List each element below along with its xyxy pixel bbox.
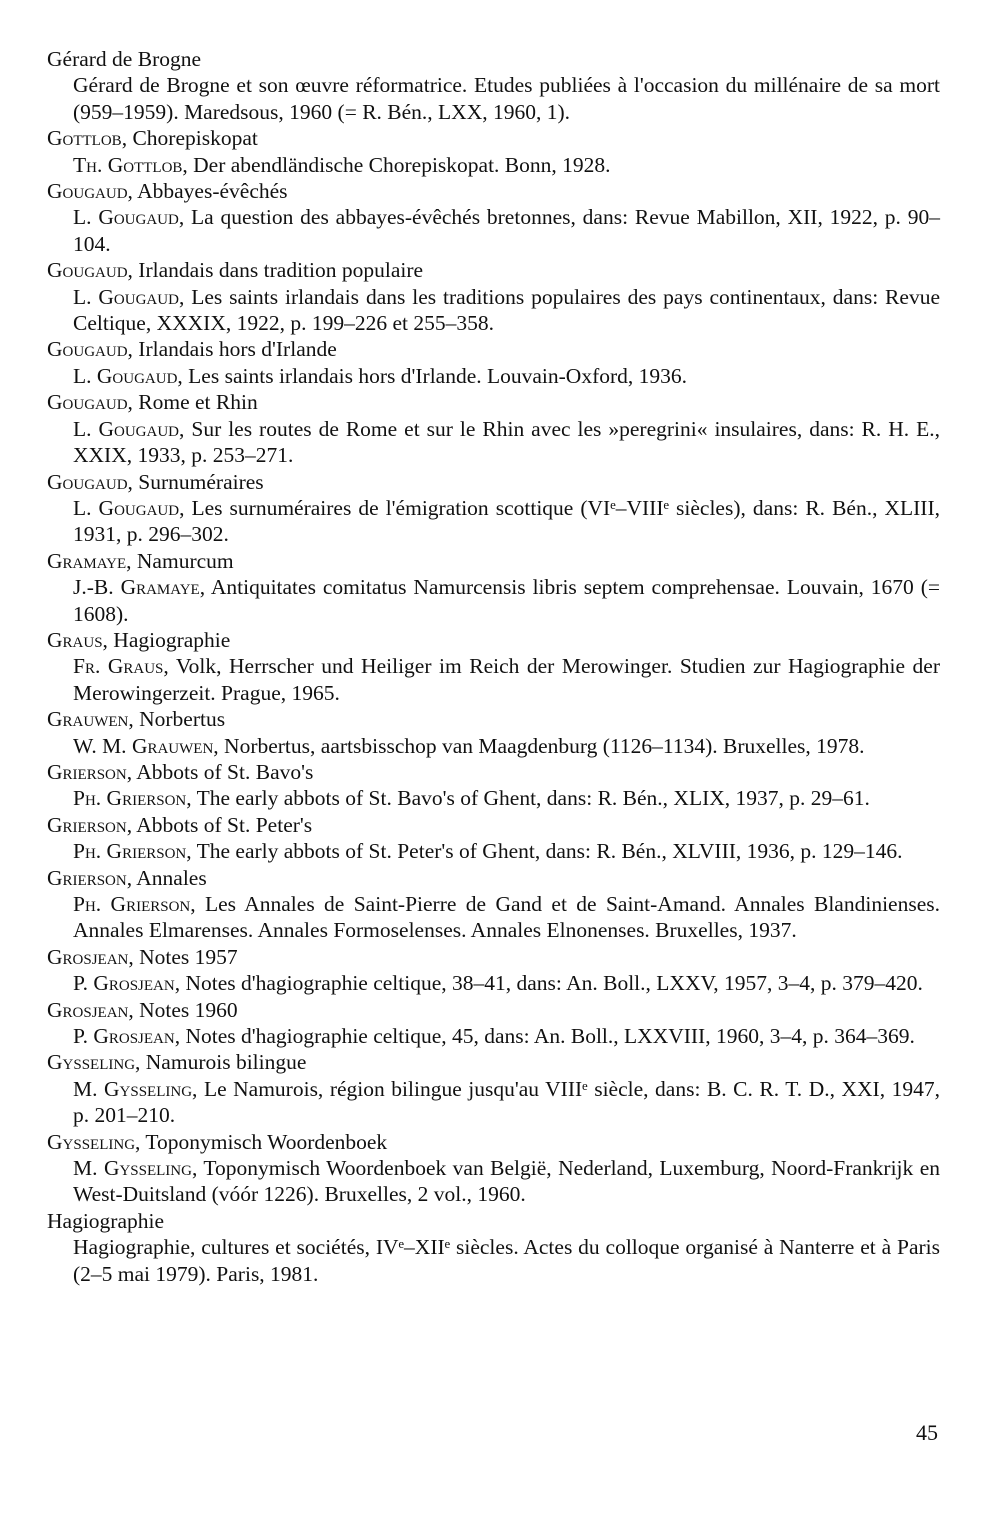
bibliography-entry: [47, 1129, 940, 1208]
entry-short-label: , Norbertus: [128, 707, 226, 732]
entry-short-title: [47, 178, 940, 204]
citation-author-name: Gottlob: [107, 152, 183, 177]
entry-short-label: Hagiographie: [47, 1208, 165, 1233]
citation-author-initial: L.: [73, 205, 99, 230]
bibliography-entry: [47, 336, 940, 389]
entry-author-smallcaps: Gysseling: [47, 1129, 136, 1154]
entry-full-citation: [47, 970, 940, 996]
entry-author-smallcaps: Grierson: [47, 759, 127, 784]
entry-short-label: , Hagiographie: [102, 627, 231, 652]
citation-author-initial: L.: [73, 495, 99, 520]
bibliography-entry: [47, 865, 940, 944]
bibliography-entry: [47, 1208, 940, 1287]
entry-author-smallcaps: Gysseling: [47, 1050, 136, 1075]
citation-text: , The early abbots of St. Peter's of Ghent, dans: R. Bén., XLVIII, 1936, p. 129–146.: [186, 839, 903, 864]
entry-short-label: , Surnuméraires: [127, 469, 264, 494]
entry-full-citation: [47, 284, 940, 337]
entry-full-citation: [47, 574, 940, 627]
citation-author-name: Gougaud: [98, 416, 180, 441]
bibliography-entry: [47, 627, 940, 706]
citation-author-name: Gramaye: [120, 575, 200, 600]
citation-text: , Volk, Herrscher und Heiliger im Reich der Merowinger. Studien zur Hagiographie der Merowingerzeit. Prague, 1965.: [73, 654, 940, 705]
citation-author-name: Grauwen: [131, 733, 214, 758]
citation-author-initial: L.: [73, 284, 99, 309]
entry-author-smallcaps: Graus: [47, 627, 103, 652]
bibliography-entry: [47, 944, 940, 997]
bibliography-entry: [47, 469, 940, 548]
entry-author-smallcaps: Grosjean: [47, 997, 129, 1022]
entry-short-title: [47, 257, 940, 283]
entry-short-label: , Abbots of St. Peter's: [126, 812, 313, 837]
entry-short-label: , Namurois bilingue: [135, 1050, 307, 1075]
citation-author-initial: L.: [73, 416, 99, 441]
citation-author-initial: Ph.: [73, 786, 107, 811]
entry-full-citation: [47, 653, 940, 706]
citation-author-initial: P.: [73, 971, 94, 996]
entry-short-label: , Notes 1960: [128, 997, 238, 1022]
entry-short-title: [47, 46, 940, 72]
entry-author-smallcaps: Gottlob: [47, 126, 122, 151]
entry-full-citation: [47, 1155, 940, 1208]
entry-short-label: , Irlandais dans tradition populaire: [127, 258, 424, 283]
entry-full-citation: [47, 416, 940, 469]
entry-short-label: , Toponymisch Woordenboek: [135, 1129, 388, 1154]
citation-text: , The early abbots of St. Bavo's of Ghent, dans: R. Bén., XLIX, 1937, p. 29–61.: [186, 786, 870, 811]
citation-text: , Antiquitates comitatus Namurcensis libris septem comprehensae. Louvain, 1670 (= 1608).: [73, 575, 940, 626]
citation-author-name: Grosjean: [93, 971, 175, 996]
citation-author-name: Gysseling: [104, 1076, 193, 1101]
citation-author-initial: M.: [73, 1156, 104, 1181]
citation-author-initial: M.: [73, 1076, 105, 1101]
citation-author-name: Grierson: [106, 839, 187, 864]
citation-text: , Le Namurois, région bilingue jusqu'au VIIIᵉ siècle, dans: B. C. R. T. D., XXI, 1947, p. 201–210.: [73, 1076, 940, 1128]
entry-author-smallcaps: Gramaye: [47, 548, 127, 573]
citation-author-initial: P.: [73, 1024, 94, 1049]
entry-full-citation: [47, 733, 940, 759]
entry-full-citation: [47, 1023, 940, 1049]
bibliography-entry: [47, 706, 940, 759]
citation-author-initial: Th.: [73, 152, 108, 177]
entry-short-title: [47, 706, 940, 732]
bibliography-entry: [47, 389, 940, 468]
entry-short-title: [47, 469, 940, 495]
bibliography-list: [47, 46, 940, 1287]
page-number: 45: [916, 1420, 938, 1445]
entry-short-title: [47, 125, 940, 151]
bibliography-entry: [47, 759, 940, 812]
entry-author-smallcaps: Gougaud: [47, 469, 128, 494]
entry-short-title: [47, 997, 940, 1023]
bibliography-entry: [47, 548, 940, 627]
entry-author-smallcaps: Gougaud: [47, 258, 128, 283]
entry-short-title: [47, 336, 940, 362]
entry-full-citation: [47, 1076, 940, 1129]
citation-text: , Der abendländische Chorepiskopat. Bonn, 1928.: [182, 152, 611, 177]
citation-text: , Sur les routes de Rome et sur le Rhin avec les »peregrini« insulaires, dans: R. H. E., XXIX, 1933, p. 253–271.: [73, 416, 940, 468]
entry-full-citation: [47, 891, 940, 944]
citation-author-name: Graus: [107, 654, 164, 679]
entry-short-title: [47, 944, 940, 970]
entry-full-citation: [47, 204, 940, 257]
citation-author-name: Gougaud: [96, 363, 178, 388]
entry-short-title: [47, 759, 940, 785]
citation-author-name: Grierson: [110, 892, 191, 916]
citation-author-initial: Fr.: [73, 654, 108, 679]
bibliography-entry: [47, 178, 940, 257]
citation-author-name: Grierson: [106, 786, 187, 811]
citation-author-name: Gysseling: [103, 1156, 192, 1181]
entry-author-smallcaps: Gougaud: [47, 337, 128, 362]
entry-short-title: [47, 1208, 940, 1234]
entry-short-label: Gérard de Brogne: [47, 47, 202, 71]
bibliography-entry: [47, 997, 940, 1050]
entry-short-title: [47, 389, 940, 415]
entry-full-citation: [47, 785, 940, 811]
entry-short-title: [47, 865, 940, 891]
citation-author-initial: L.: [73, 363, 97, 388]
citation-author-name: Gougaud: [98, 495, 180, 520]
entry-author-smallcaps: Grosjean: [47, 944, 129, 969]
entry-full-citation: [47, 72, 940, 125]
bibliography-entry: [47, 812, 940, 865]
citation-text: Hagiographie, cultures et sociétés, IVᵉ–XIIᵉ siècles. Actes du colloque organisé à Nanterre et à Paris (2–5 mai 1979). Paris, 1981.: [73, 1235, 940, 1286]
bibliography-entry: [47, 257, 940, 336]
entry-author-smallcaps: Grierson: [47, 865, 127, 890]
entry-short-label: , Irlandais hors d'Irlande: [127, 337, 337, 362]
entry-short-title: [47, 548, 940, 574]
entry-short-title: [47, 627, 940, 653]
entry-author-smallcaps: Gougaud: [47, 390, 128, 415]
citation-text: , La question des abbayes-évêchés bretonnes, dans: Revue Mabillon, XII, 1922, p. 90–104.: [73, 205, 940, 256]
entry-author-smallcaps: Grauwen: [47, 707, 129, 732]
entry-full-citation: [47, 495, 940, 548]
entry-full-citation: [47, 152, 940, 178]
citation-text: , Les saints irlandais hors d'Irlande. Louvain-Oxford, 1936.: [177, 363, 688, 388]
citation-author-name: Gougaud: [98, 284, 179, 309]
citation-text: , Les surnuméraires de l'émigration scottique (VIᵉ–VIIIᵉ siècles), dans: R. Bén., XLIII, 1931, p. 296–302.: [73, 495, 940, 547]
citation-author-name: Gougaud: [98, 205, 179, 230]
entry-full-citation: [47, 838, 940, 864]
entry-short-title: [47, 812, 940, 838]
entry-short-label: , Notes 1957: [128, 944, 238, 969]
citation-text: , Les Annales de Saint-Pierre de Gand et de Saint-Amand. Annales Blandinienses. Annales Elmarenses. Annales Formoselenses. Annales Elnonenses. Bruxelles, 1937.: [73, 892, 940, 943]
citation-author-initial: Ph.: [73, 892, 111, 916]
citation-text: , Notes d'hagiographie celtique, 45, dans: An. Boll., LXXVIII, 1960, 3–4, p. 364–369.: [174, 1024, 915, 1049]
citation-text: , Norbertus, aartsbisschop van Maagdenburg (1126–1134). Bruxelles, 1978.: [213, 733, 865, 758]
entry-full-citation: [47, 363, 940, 389]
citation-author-initial: J.-B.: [73, 575, 121, 600]
entry-short-title: [47, 1129, 940, 1155]
entry-short-label: , Chorepiskopat: [121, 126, 258, 151]
entry-short-label: , Namurcum: [126, 548, 234, 573]
bibliography-entry: [47, 125, 940, 178]
entry-author-smallcaps: Gougaud: [47, 179, 128, 204]
bibliography-entry: [47, 1049, 940, 1128]
entry-short-label: , Abbots of St. Bavo's: [126, 759, 314, 784]
citation-text: , Toponymisch Woordenboek van België, Nederland, Luxemburg, Noord-Frankrijk en West-Duitsland (vóór 1226). Bruxelles, 2 vol., 1960.: [73, 1156, 940, 1207]
citation-author-initial: Ph.: [73, 839, 107, 864]
citation-text: , Notes d'hagiographie celtique, 38–41, dans: An. Boll., LXXV, 1957, 3–4, p. 379–420.: [174, 971, 923, 996]
citation-text: Gérard de Brogne et son œuvre réformatrice. Etudes publiées à l'occasion du millénaire de sa mort (959–1959). Maredsous, 1960 (= R. Bén., LXX, 1960, 1).: [73, 73, 940, 124]
entry-short-label: , Abbayes-évêchés: [127, 179, 288, 204]
entry-short-label: , Annales: [126, 865, 207, 890]
entry-short-title: [47, 1049, 940, 1075]
bibliography-entry: [47, 46, 940, 125]
citation-author-initial: W. M.: [73, 733, 132, 758]
entry-short-label: , Rome et Rhin: [127, 390, 258, 415]
citation-author-name: Grosjean: [93, 1024, 175, 1049]
entry-full-citation: [47, 1234, 940, 1287]
citation-text: , Les saints irlandais dans les traditions populaires des pays continentaux, dans: Revue Celtique, XXXIX, 1922, p. 199–226 et 255–358.: [73, 284, 940, 336]
entry-author-smallcaps: Grierson: [47, 812, 127, 837]
